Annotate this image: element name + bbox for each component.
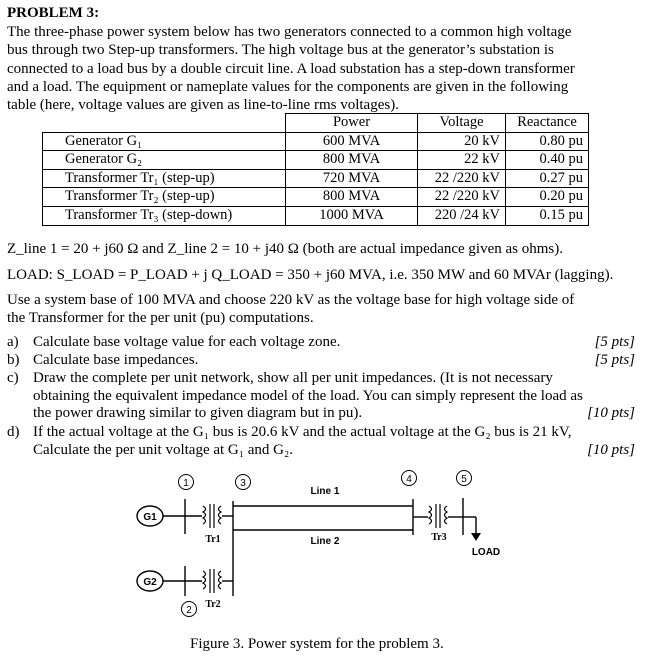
table-header-row — [43, 114, 589, 133]
question-points: [5 pts] — [594, 334, 635, 350]
component-reactance: 0.40 pu — [506, 151, 589, 170]
component-power: 800 MVA — [286, 151, 418, 170]
question-text: If the actual voltage at the G₁ bus is 20.6 kV and the actual voltage at the G₂ bus is 21 kV, — [33, 424, 572, 440]
intro-line: The three-phase power system below has two generators connected to a common high voltage — [7, 24, 572, 40]
bus-label-1: 1 — [183, 478, 189, 489]
component-power: 600 MVA — [286, 132, 418, 151]
tr1-label: Tr1 — [205, 534, 221, 545]
intro-line: and a load. The equipment or nameplate values for the components are given in the following — [7, 78, 569, 95]
component-power: 1000 MVA — [286, 206, 418, 225]
intro-line: table (here, voltage values are given as line-to-line rms voltages). — [7, 97, 399, 114]
tr2-coil-primary — [203, 571, 206, 589]
component-name: Transformer Tr₂ (step-up) — [43, 188, 286, 207]
component-table — [42, 113, 589, 226]
line-1-label: Line 1 — [310, 486, 340, 497]
load-label: LOAD — [471, 547, 501, 558]
question-a — [7, 334, 635, 352]
tr1-coil-secondary — [219, 506, 222, 524]
table-row — [43, 169, 589, 188]
question-label: d) — [7, 424, 20, 440]
generator-g1-label: G1 — [143, 512, 157, 523]
load-statement: LOAD: S_LOAD = P_LOAD + j Q_LOAD = 350 + j60 MVA, i.e. 350 MW and 60 MVAr (lagging). — [7, 267, 614, 283]
bus-label-4: 4 — [406, 474, 412, 485]
header-voltage: Voltage — [418, 114, 506, 133]
question-text: Calculate the per unit voltage at G₁ and G₂. — [33, 441, 293, 458]
base-line: the Transformer for the per unit (pu) computations. — [7, 310, 314, 327]
table-row — [43, 206, 589, 225]
header-empty-cell — [43, 114, 286, 133]
tr1-coil-primary — [203, 506, 206, 524]
question-d — [7, 424, 635, 459]
table-row — [43, 188, 589, 207]
header-power: Power — [286, 114, 418, 133]
line-impedance-statement: Z_line 1 = 20 + j60 Ω and Z_line 2 = 10 + j40 Ω (both are actual impedance given as ohms). — [7, 241, 564, 257]
question-points: [5 pts] — [594, 352, 635, 368]
question-text: obtaining the equivalent impedance model of the load. You can simply represent the load as — [33, 387, 583, 404]
component-power: 720 MVA — [286, 169, 418, 188]
component-reactance: 0.20 pu — [506, 188, 589, 207]
question-c — [7, 370, 635, 423]
bus-label-3: 3 — [240, 478, 246, 489]
component-reactance: 0.80 pu — [506, 132, 589, 151]
component-reactance: 0.15 pu — [506, 206, 589, 225]
bus-label-5: 5 — [461, 474, 467, 485]
tr2-label: Tr2 — [205, 599, 221, 610]
component-reactance: 0.27 pu — [506, 169, 589, 188]
base-statement — [7, 291, 639, 328]
question-label: a) — [7, 334, 19, 350]
question-text: the power drawing similar to given diagram but in pu). — [33, 405, 363, 422]
component-voltage: 22 /220 kV — [418, 188, 506, 207]
tr2-coil-secondary — [219, 571, 222, 589]
component-voltage: 220 /24 kV — [418, 206, 506, 225]
load-arrow-icon — [471, 533, 481, 541]
component-name: Generator G₂ — [43, 151, 286, 170]
question-label: b) — [7, 352, 20, 368]
component-voltage: 20 kV — [418, 132, 506, 151]
line-2-label: Line 2 — [310, 536, 340, 547]
problem-title: PROBLEM 3: — [7, 5, 100, 21]
question-text: Draw the complete per unit network, show all per unit impedances. (It is not necessary — [33, 370, 553, 386]
base-line: Use a system base of 100 MVA and choose 220 kV as the voltage base for high voltage side of — [7, 292, 575, 308]
component-voltage: 22 kV — [418, 151, 506, 170]
question-b — [7, 352, 635, 370]
question-text: Calculate base voltage value for each voltage zone. — [33, 334, 341, 350]
question-points: [10 pts] — [587, 441, 635, 458]
table-row — [43, 151, 589, 170]
tr3-label: Tr3 — [431, 532, 447, 543]
table-row — [43, 132, 589, 151]
header-reactance: Reactance — [506, 114, 589, 133]
tr3-coil-secondary — [445, 506, 448, 524]
generator-g2-label: G2 — [143, 577, 157, 588]
problem-intro — [7, 23, 639, 114]
component-power: 800 MVA — [286, 188, 418, 207]
question-points: [10 pts] — [587, 405, 635, 422]
component-name: Generator G₁ — [43, 132, 286, 151]
component-name: Transformer Tr₁ (step-up) — [43, 169, 286, 188]
figure-caption: Figure 3. Power system for the problem 3. — [190, 636, 444, 652]
bus-label-2: 2 — [186, 605, 192, 616]
component-name: Transformer Tr₃ (step-down) — [43, 206, 286, 225]
question-label: c) — [7, 370, 19, 386]
intro-line: bus through two Step-up transformers. The high voltage bus at the generator’s substation is — [7, 42, 554, 59]
question-text: Calculate base impedances. — [33, 352, 199, 368]
intro-line: connected to a load bus by a double circuit line. A load substation has a step-down transformer — [7, 60, 575, 77]
tr3-coil-primary — [429, 506, 432, 524]
one-line-diagram — [0, 462, 646, 632]
component-voltage: 22 /220 kV — [418, 169, 506, 188]
